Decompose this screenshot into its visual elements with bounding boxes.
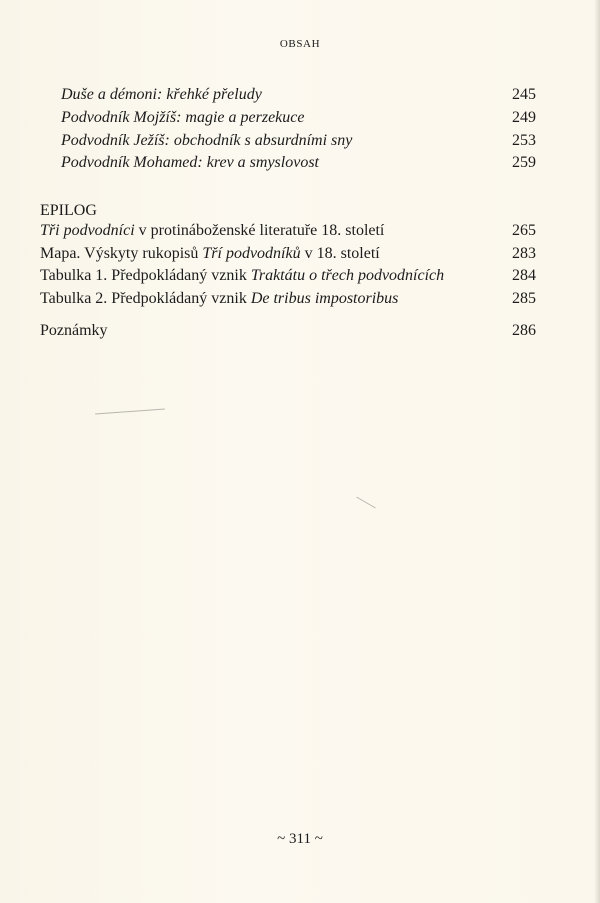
scan-mark — [356, 497, 376, 509]
toc-entry — [40, 84, 536, 106]
toc-entry-title: Poznámky — [40, 322, 108, 339]
toc-entry-page: 259 — [512, 154, 536, 171]
toc-entry — [40, 220, 536, 242]
toc-entry — [40, 107, 536, 129]
toc-entry-page: 245 — [512, 86, 536, 103]
toc-entry — [40, 243, 536, 265]
toc-entry-title: Podvodník Ježíš: obchodník s absurdními sny — [61, 132, 353, 149]
toc-entry-title: Podvodník Mojžíš: magie a perzekuce — [61, 109, 305, 126]
toc-entry-page: 283 — [512, 245, 536, 262]
toc-entry-page: 265 — [512, 222, 536, 239]
scan-mark — [95, 409, 165, 415]
page-edge-shadow — [594, 0, 600, 903]
page-number-footer: ~ 311 ~ — [277, 831, 323, 847]
toc-entry — [40, 130, 536, 152]
toc-entry-title: Tabulka 1. Předpokládaný vznik Traktátu o třech podvodnících — [40, 267, 445, 284]
toc-entry-title: Tři podvodníci v protináboženské literatuře 18. století — [40, 222, 385, 239]
toc-entry-notes — [40, 320, 536, 342]
toc-entry-title: Podvodník Mohamed: krev a smyslovost — [61, 154, 319, 171]
toc-entry — [40, 152, 536, 174]
toc-entry-page: 286 — [512, 322, 536, 339]
toc-entry-title: Mapa. Výskyty rukopisů Tří podvodníků v 18. století — [40, 245, 380, 262]
toc-entry — [40, 288, 536, 310]
toc-entry-page: 253 — [512, 132, 536, 149]
toc-entry-page: 249 — [512, 109, 536, 126]
toc-entry-page: 285 — [512, 290, 536, 307]
toc-entry — [40, 265, 536, 287]
running-header: OBSAH — [279, 38, 321, 50]
toc-entry-title: Duše a démoni: křehké přeludy — [61, 86, 262, 103]
section-heading-epilog: EPILOG — [40, 202, 97, 219]
toc-entry-page: 284 — [512, 267, 536, 284]
toc-entry-title: Tabulka 2. Předpokládaný vznik De tribus impostoribus — [40, 290, 399, 307]
